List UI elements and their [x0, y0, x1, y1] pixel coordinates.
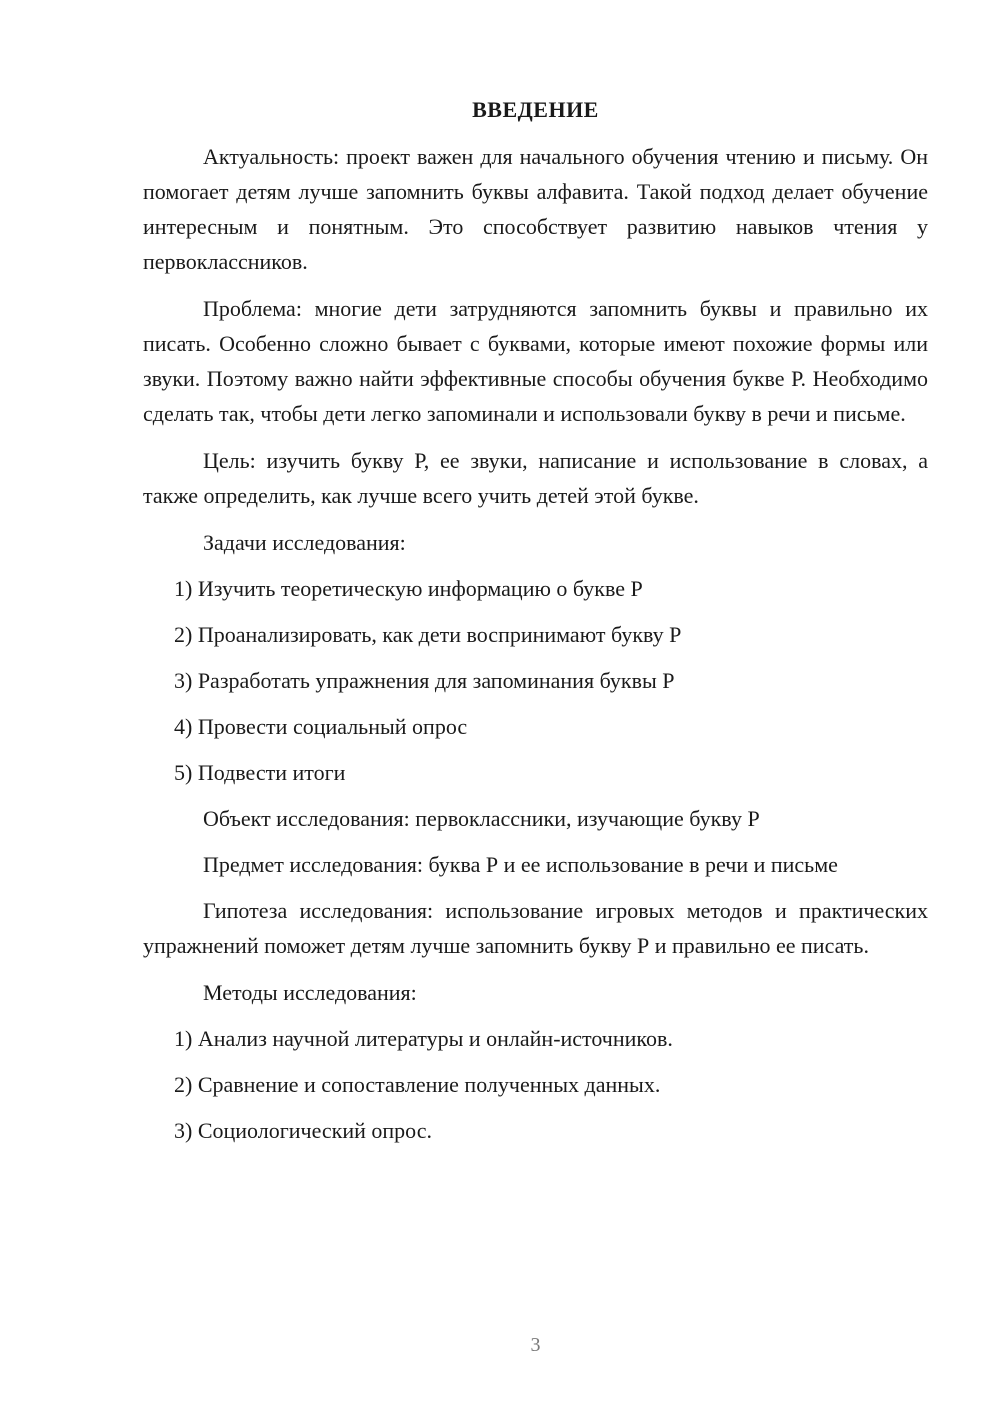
section-title: ВВЕДЕНИЕ [472, 97, 599, 122]
tasks-heading: Задачи исследования: [203, 530, 406, 555]
relevance-paragraph: Актуальность: проект важен для начального обучения чтению и письму. Он помогает детям лучше запомнить буквы алфавита. Такой подход делает обучение интересным и понятным. Это способствует развитию навыков чтения у первоклассников. [143, 144, 928, 274]
hypothesis-paragraph: Гипотеза исследования: использование игровых методов и практических упражнений поможет детям лучше запомнить букву Р и правильно ее писать. [143, 898, 928, 958]
goal-paragraph: Цель: изучить букву Р, ее звуки, написание и использование в словах, а также определить, как лучше всего учить детей этой букве. [143, 448, 928, 508]
page-number: 3 [530, 1334, 541, 1356]
list-item: 3) Социологический опрос. [174, 1118, 432, 1143]
list-item: 1) Изучить теоретическую информацию о букве Р [174, 576, 643, 601]
list-item: 5) Подвести итоги [174, 760, 346, 785]
document-body [143, 92, 928, 1159]
list-item: 4) Провести социальный опрос [174, 714, 468, 739]
problem-paragraph: Проблема: многие дети затрудняются запомнить буквы и правильно их писать. Особенно сложно бывает с буквами, которые имеют похожие формы или звуки. Поэтому важно найти эффективные способы обучения букве Р. Необходимо сделать так, чтобы дети легко запоминали и использовали букву в речи и письме. [143, 296, 928, 426]
methods-list [143, 1021, 928, 1148]
list-item: 2) Сравнение и сопоставление полученных данных. [174, 1072, 661, 1097]
research-object: Объект исследования: первоклассники, изучающие букву Р [203, 806, 760, 831]
research-subject: Предмет исследования: буква Р и ее использование в речи и письме [203, 852, 838, 877]
list-item: 1) Анализ научной литературы и онлайн-источников. [174, 1026, 673, 1051]
tasks-list [143, 571, 928, 790]
methods-heading: Методы исследования: [203, 980, 417, 1005]
list-item: 3) Разработать упражнения для запоминания буквы Р [174, 668, 675, 693]
list-item: 2) Проанализировать, как дети воспринимают букву Р [174, 622, 682, 647]
